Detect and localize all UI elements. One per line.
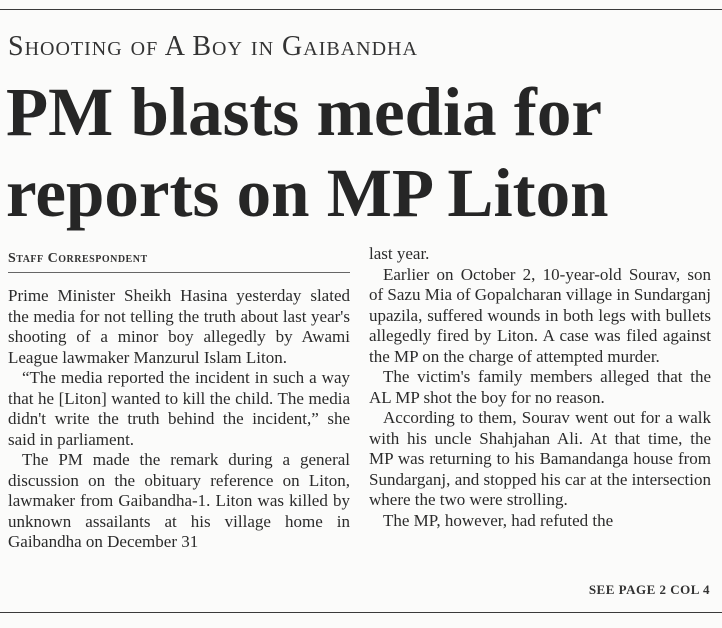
paragraph: The victim's family members alleged that the AL MP shot the boy for no reason. xyxy=(369,367,711,407)
article-headline xyxy=(6,72,718,234)
article-column-right xyxy=(369,244,711,531)
byline-rule xyxy=(8,272,350,273)
article-kicker: Shooting of A Boy in Gaibandha xyxy=(8,31,418,62)
paragraph: Prime Minister Sheikh Hasina yesterday slated the media for not telling the truth about last year's shooting of a minor boy allegedly by Awami League lawmaker Manzurul Islam Liton. xyxy=(8,286,350,367)
continuation-jump-line: SEE PAGE 2 COL 4 xyxy=(588,582,710,597)
byline: Staff Correspondent xyxy=(8,251,148,266)
paragraph: The MP, however, had refuted the xyxy=(383,510,614,530)
paragraph: “The media reported the incident in such a way that he [Liton] wanted to kill the child. The media didn't write the truth behind the incident,” she said in parliament. xyxy=(8,368,350,449)
paragraph: The PM made the remark during a general discussion on the obituary reference on Liton, lawmaker from Gaibandha-1. Liton was killed by unknown assailants at his village home in Gaibandha on December 31 xyxy=(8,450,350,551)
top-rule xyxy=(0,9,722,10)
headline-line-2: reports on MP Liton xyxy=(6,155,609,231)
headline-line-1: PM blasts media for xyxy=(6,74,603,150)
bottom-rule xyxy=(0,612,722,613)
paragraph: Earlier on October 2, 10-year-old Sourav, son of Sazu Mia of Gopalcharan village in Sundarganj upazila, suffered wounds in both legs with bullets allegedly fired by Liton. A case was filed against the MP on the charge of attempted murder. xyxy=(369,264,711,366)
paragraph: According to them, Sourav went out for a walk with his uncle Shahjahan Ali. At that time, the MP was returning to his Bamandanga house from Sundarganj, and stopped his car at the intersection where the two were strolling. xyxy=(369,408,711,509)
paragraph: last year. xyxy=(369,244,430,263)
article-column-left xyxy=(8,286,350,553)
